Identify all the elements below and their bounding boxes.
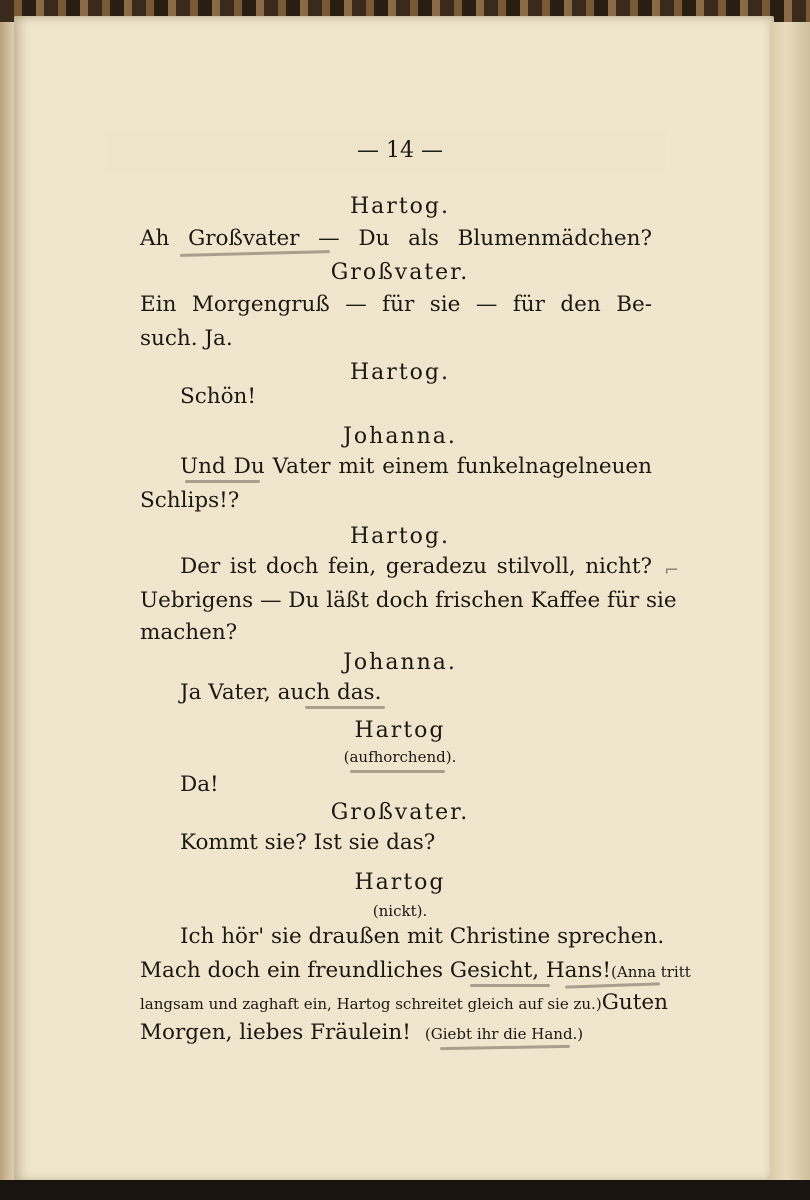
dialogue-line: Der ist doch fein, geradezu stilvoll, nicht? <box>180 554 652 579</box>
speaker-name: Hartog. <box>350 524 450 549</box>
dialogue-line: Ja Vater, auch das. <box>180 680 382 705</box>
speaker-name: Hartog. <box>350 360 450 385</box>
dialogue-line: Da! <box>180 772 219 797</box>
stage-direction: langsam und zaghaft ein, Hartog schreitet gleich auf sie zu.) <box>140 995 602 1013</box>
speaker-name: Johanna. <box>343 424 457 449</box>
speaker-name: Hartog <box>354 718 446 743</box>
stage-direction: (nickt). <box>372 902 428 920</box>
dialogue-line: machen? <box>140 620 238 645</box>
background-bottom <box>0 1180 810 1200</box>
dialogue-line-with-direction <box>140 990 668 1015</box>
stage-direction: (Giebt ihr die Hand.) <box>424 1025 584 1043</box>
stage-direction: (Anna tritt <box>611 963 691 981</box>
dialogue-line: Schlips!? <box>140 488 240 513</box>
dialogue-line: Uebrigens — Du läßt doch frischen Kaffee für sie <box>140 588 677 613</box>
page-edge <box>770 22 810 1182</box>
dialogue-line-with-direction <box>140 958 691 983</box>
pencil-underline <box>305 706 385 709</box>
dialogue-line: Schön! <box>180 384 257 409</box>
pencil-underline <box>350 770 445 773</box>
speaker-name: Hartog <box>354 870 446 895</box>
dialogue-line-with-direction <box>140 1020 652 1045</box>
dialogue-text: Mach doch ein freundliches Gesicht, Hans! <box>140 958 612 983</box>
speaker-name: Großvater. <box>330 260 470 285</box>
dialogue-line: Ich hör' sie draußen mit Christine sprechen. <box>180 924 665 949</box>
dialogue-text: Morgen, liebes Fräulein! <box>140 1020 411 1045</box>
dialogue-line: Und Du Vater mit einem funkelnagelneuen <box>180 454 652 479</box>
speaker-name: Hartog. <box>350 194 450 219</box>
dialogue-line: Ein Morgengruß — für sie — für den Be- <box>140 292 652 317</box>
pencil-margin-mark: ⌐ <box>664 560 680 581</box>
pencil-underline <box>185 480 260 483</box>
stage-direction: (aufhorchend). <box>343 748 457 766</box>
dialogue-line: such. Ja. <box>140 326 233 351</box>
pencil-underline <box>470 984 550 987</box>
speaker-name: Großvater. <box>330 800 470 825</box>
dialogue-text: Guten <box>601 990 668 1015</box>
dialogue-line: Ah Großvater — Du als Blumenmädchen? <box>140 226 652 251</box>
speaker-name: Johanna. <box>343 650 457 675</box>
dialogue-line: Kommt sie? Ist sie das? <box>180 830 436 855</box>
page-number: — 14 — <box>357 138 443 163</box>
